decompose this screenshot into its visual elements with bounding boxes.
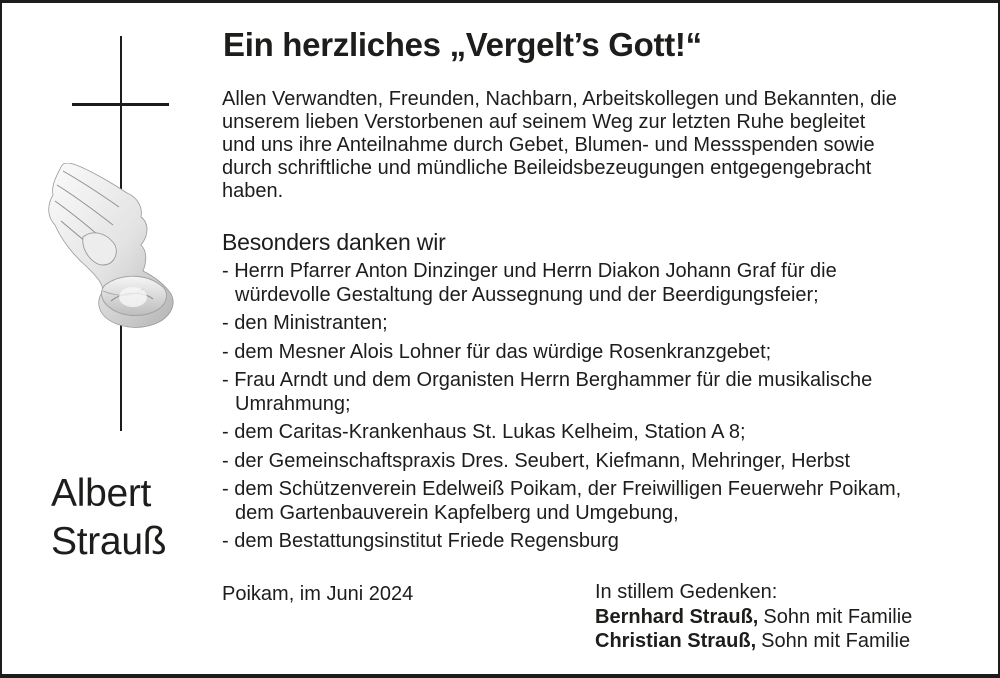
remembrance-heading: In stillem Gedenken: [595,581,778,603]
deceased-first-name: Albert [51,472,152,515]
mourner-line [595,605,912,630]
intro-paragraph: Allen Verwandten, Freunden, Nachbarn, Arbeitskollegen und Bekannten, die unserem lieben Verstorbenen auf seinem Weg zur letzten Ruhe begleitet und uns ihre Anteilnahme durch Gebet, Blumen- und Messspenden sowie durch schriftliche und mündliche Beileidsbezeugungen entgegengebracht haben. [222,88,897,202]
deceased-name [51,470,166,566]
mourners-block [595,580,912,654]
thanks-item: - dem Caritas-Krankenhaus St. Lukas Kelheim, Station A 8; [222,421,746,443]
mourner-relation: Sohn mit Familie [761,630,911,652]
headline: Ein herzliches „Vergelt’s Gott!“ [223,26,702,63]
thanks-heading: Besonders danken wir [222,229,446,255]
thanks-list [222,260,928,559]
thanks-item: - Herrn Pfarrer Anton Dinzinger und Herrn Diakon Johann Graf für die würdevolle Gestaltung der Aussegnung und der Beerdigungsfeier; [222,260,837,306]
mourner-name: Christian Strauß, [595,630,757,652]
thanks-item: - dem Schützenverein Edelweiß Poikam, der Freiwilligen Feuerwehr Poikam, dem Gartenbauverein Kapfelberg und Umgebung, [222,478,902,524]
thanks-item: - Frau Arndt und dem Organisten Herrn Berghammer für die musikalische Umrahmung; [222,369,873,415]
thanks-item: - der Gemeinschaftspraxis Dres. Seubert, Kiefmann, Mehringer, Herbst [222,449,851,472]
deceased-last-name: Strauß [51,520,167,563]
thanks-item: - dem Mesner Alois Lohner für das würdige Rosenkranzgebet; [222,340,772,363]
mourner-name: Bernhard Strauß, [595,605,759,628]
praying-hands-icon [47,163,182,338]
thanks-item: - den Ministranten; [222,312,388,334]
mourner-line [595,629,912,654]
mourner-relation: Sohn mit Familie [763,605,913,628]
cross-horizontal-bar [72,103,169,106]
thanks-item: - dem Bestattungsinstitut Friede Regensburg [222,530,619,552]
place-date: Poikam, im Juni 2024 [222,583,414,605]
